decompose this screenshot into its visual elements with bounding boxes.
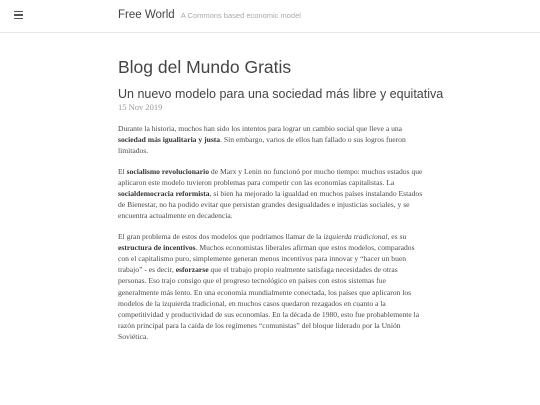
site-name-link[interactable]: Free World — [118, 9, 175, 21]
blog-title: Blog del Mundo Gratis — [118, 57, 292, 77]
text-segment: de Marx y Lenin no funcionó por mucho tiempo: muchos estados que aplicaron este modelo tuvieron problemas para competir con las economías capitalistas. La — [118, 166, 423, 187]
post-title-link[interactable]: Un nuevo modelo para una sociedad más libre y equitativa — [118, 87, 444, 101]
emphasized-text: socialdemocracia reformista — [118, 189, 210, 199]
post-date: 15 Nov 2019 — [118, 102, 163, 112]
site-branding — [118, 9, 301, 21]
emphasized-text: esforzarse — [175, 265, 209, 275]
post-paragraph-1 — [118, 123, 423, 157]
text-segment: El gran problema de estos dos modelos que podríamos llamar de la — [118, 231, 324, 241]
text-segment: , si bien ha mejorado la igualdad en muchos países instalando Estados de Bienestar, no ha podido evitar que persistan grandes desigualdades e injusticias sociales, y se encuentra actualmente en decadencia. — [118, 189, 423, 221]
italic-text: izquierda tradicional — [323, 231, 388, 241]
emphasized-text: sociedad más igualitaria y justa — [118, 135, 221, 145]
text-segment: . Muchos economistas liberales afirman que estos modelos, comparados con el capitalismo puro, simplemente generan menos incentivos para innovar y “hacer un buen trabajo” - es decir, — [118, 242, 415, 275]
emphasized-text: socialismo revolucionario — [126, 166, 209, 176]
emphasized-text: estructura de incentivos — [118, 242, 196, 252]
text-segment: Durante la historia, muchos han sido los intentos para lograr un cambio social que lleve a una — [118, 124, 403, 133]
text-segment: que el trabajo propio realmente satisfaga necesidades de otras personas. Eso trajo consigo que el progreso tecnológico en países con estos sistemas fue generalmente más lento. En una economía mundialmente conectada, los países que aplicaron los modelos de la izquierda tradicional, en muchos casos quedaron rezagados en cuanto a la competitividad y productividad de sus economías. En la década de 1980, esto fue probablemente la razón principal para la caída de los regímenes “comunistas” del bloque liderado por la Unión Soviética. — [118, 265, 420, 342]
hamburger-menu-icon[interactable] — [14, 11, 23, 19]
top-navbar — [0, 0, 540, 33]
text-segment: , es su — [387, 231, 407, 241]
main-content — [118, 56, 444, 352]
post-paragraph-2 — [118, 166, 423, 222]
site-tagline: A Commons based economic model — [180, 11, 301, 20]
text-segment: . Sin embargo, varios de ellos han fallado o sus logros fueron limitados. — [118, 135, 406, 156]
text-segment: El — [118, 166, 127, 176]
post-paragraph-3 — [118, 231, 423, 343]
